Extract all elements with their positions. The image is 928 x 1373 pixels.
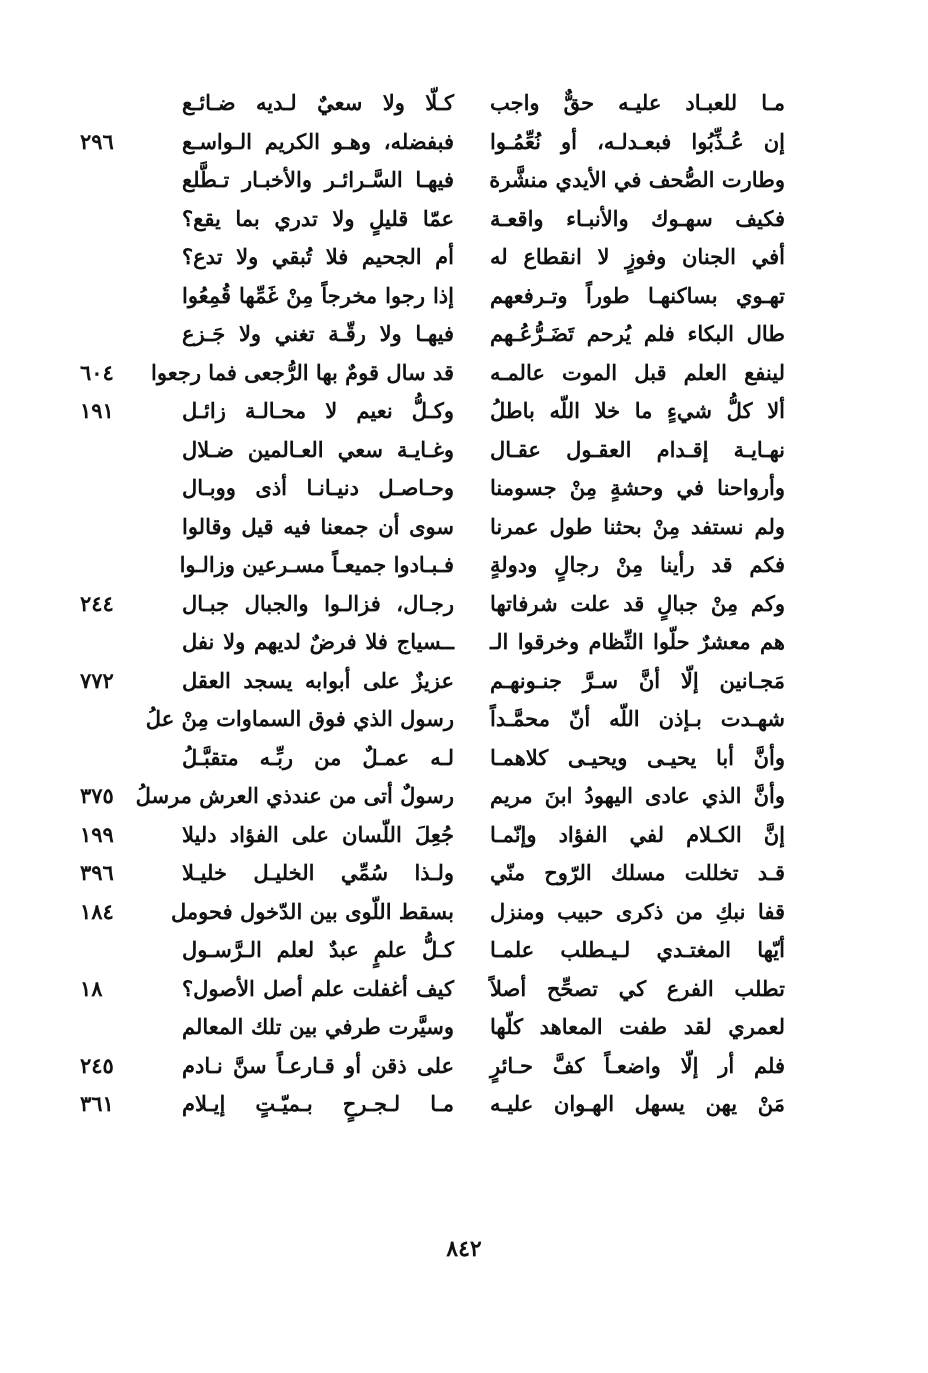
- verse-first-hemistich: إنَّ الكـلام لفي الفؤاد وإنّمـا: [490, 821, 785, 847]
- verse-page-reference: [80, 931, 140, 970]
- verse-second-hemistich: كـلُّ علمٍ عبدٌ لعلم الـرَّسـول: [182, 937, 454, 962]
- verse-second-hemistich: وحـاصـل دنيـانـا أذى ووبـال: [182, 475, 454, 500]
- verse-first-hemistich: مَجـانين إلّا أنَّ سـرَّ جنـونهـم: [490, 667, 785, 693]
- verse-first-hemistich: أيّها المغتـدي لـيـطلب علمـا: [490, 937, 785, 962]
- verse-second-hemistich: فبفضله، وهـو الكريم الـواسـع: [182, 128, 454, 154]
- verse-page-reference: [80, 84, 140, 123]
- verse-first-hemistich: وكم مِنْ جبالٍ قد علت شرفاتها: [490, 590, 785, 616]
- verse-page-reference: [80, 161, 140, 200]
- verse-second-hemistich: رجـال، فزالـوا والجبال جبـال: [182, 590, 454, 616]
- verse-row: [0, 315, 928, 354]
- verse-second-hemistich: عزيزٌ على أبوابه يسجد العقل: [182, 667, 454, 693]
- verse-page-reference: ٣٧٥: [80, 783, 114, 808]
- verse-page-reference: [80, 700, 140, 739]
- verse-page-reference: ٧٧٢: [80, 667, 114, 693]
- verse-row: [0, 123, 928, 162]
- verse-row: [0, 970, 928, 1009]
- verse-page-reference: ١٨٤: [80, 898, 114, 924]
- verse-second-hemistich: فيهـا ولا رقّـة تغني ولا جَـزع: [182, 321, 454, 346]
- verse-first-hemistich: تطلب الفرع كي تصحِّح أصلاً: [490, 975, 785, 1001]
- verse-first-hemistich: إن عُـذِّبُوا فبعـدلـه، أو نُعِّمُـوا: [490, 128, 785, 154]
- verse-first-hemistich: وأنَّ أبا يحيـى ويحيـى كلاهمـا: [490, 744, 785, 770]
- verse-row: [0, 854, 928, 893]
- verse-page-reference: [80, 546, 140, 585]
- verse-row: [0, 623, 928, 662]
- verse-row: [0, 431, 928, 470]
- verse-first-hemistich: مـا للعبـاد عليـه حقٌّ واجب: [490, 90, 785, 115]
- verse-first-hemistich: فكم قد رأينا مِنْ رجالٍ ودولةٍ: [490, 552, 785, 577]
- verse-second-hemistich: بسقط اللّوى بين الدّخول فحومل: [171, 898, 454, 924]
- verse-row: [0, 508, 928, 547]
- page-number: ٨٤٢: [446, 1236, 482, 1262]
- verse-row: [0, 700, 928, 739]
- verse-first-hemistich: قفا نبكِ من ذكرى حبيب ومنزل: [490, 898, 785, 924]
- verse-row: [0, 739, 928, 778]
- verse-second-hemistich: عمّا قليلٍ ولا تدري بما يقع؟: [182, 205, 454, 231]
- verse-row: [0, 777, 928, 816]
- verse-first-hemistich: هم معشرٌ حلّوا النِّظام وخرقوا الـ: [490, 629, 785, 654]
- verse-first-hemistich: شهـدت بـإذن اللّه أنّ محمَّـداً: [490, 706, 785, 731]
- verse-second-hemistich: سوى أن جمعنا فيه قيل وقالوا: [182, 513, 454, 539]
- verse-second-hemistich: لـه عمـلٌ من ربِّـه متقبَّـلُ: [182, 744, 454, 770]
- verse-row: [0, 816, 928, 855]
- verse-first-hemistich: فكيف سهـوك والأنبـاء واقعـة: [490, 205, 785, 231]
- verse-first-hemistich: فلم أر إلّا واضعـاً كفَّ حـائرٍ: [490, 1052, 785, 1078]
- verse-row: [0, 1047, 928, 1086]
- verse-second-hemistich: مـا لـجـرحٍ بـميّـتٍ إيـلام: [182, 1091, 454, 1116]
- verse-first-hemistich: أفي الجنان وفوزٍ لا انقطاع له: [490, 244, 785, 269]
- verse-second-hemistich: على ذقن أو قـارعـاً سنَّ نـادم: [182, 1052, 454, 1078]
- verse-second-hemistich: كـلّا ولا سعيٌ لـديه ضـائـع: [182, 90, 454, 115]
- verse-page-reference: [80, 739, 140, 778]
- verse-page-reference: ٢٤٤: [80, 590, 114, 616]
- verse-row: [0, 238, 928, 277]
- verse-first-hemistich: قـد تخللت مسلك الرّوح منّي: [490, 860, 785, 885]
- verse-page-reference: [80, 1008, 140, 1047]
- verse-page-reference: ٣٩٦: [80, 860, 114, 885]
- verse-second-hemistich: فـبـادوا جميعـاً مسـرعين وزالـوا: [179, 552, 454, 577]
- verse-row: [0, 354, 928, 393]
- verse-page-reference: ٣٦١: [80, 1091, 114, 1116]
- verse-page-reference: [80, 469, 140, 508]
- verse-row: [0, 1008, 928, 1047]
- verse-first-hemistich: مَنْ يهن يسهل الهـوان عليـه: [490, 1091, 785, 1116]
- verse-first-hemistich: طال البكاء فلم يُرحم تَضَـرُّعُـهم: [490, 321, 785, 346]
- verse-second-hemistich: جُعِلَ اللّسان على الفؤاد دليلا: [182, 821, 454, 847]
- verse-page-reference: [80, 277, 140, 316]
- verse-second-hemistich: إذا رجوا مخرجاً مِنْ غَمِّها قُمِعُوا: [182, 282, 454, 308]
- verse-second-hemistich: قد سال قومٌ بها الرُّجعى فما رجعوا: [151, 359, 454, 385]
- verse-row: [0, 662, 928, 701]
- verse-row: [0, 200, 928, 239]
- verse-first-hemistich: لعمري لقد طفت المعاهد كلّها: [490, 1014, 785, 1039]
- verse-first-hemistich: وأنَّ الذي عادى اليهودُ ابنَ مريم: [490, 783, 785, 808]
- verse-row: [0, 585, 928, 624]
- verse-row: [0, 277, 928, 316]
- verse-page-reference: [80, 315, 140, 354]
- verse-second-hemistich: وسيَّرت طرفي بين تلك المعالم: [182, 1014, 454, 1039]
- verse-list: [0, 84, 928, 1124]
- verse-page-reference: ١٨: [80, 975, 103, 1001]
- verse-second-hemistich: وكـلُّ نعيم لا محـالـة زائـل: [182, 398, 454, 423]
- verse-page-reference: ٦٠٤: [80, 359, 114, 385]
- verse-row: [0, 161, 928, 200]
- verse-second-hemistich: ولـذا سُمِّي الخليـل خليـلا: [182, 860, 454, 885]
- verse-second-hemistich: أم الجحيم فلا تُبقي ولا تدع؟: [182, 244, 454, 269]
- verse-page-reference: ٢٤٥: [80, 1052, 114, 1078]
- verse-first-hemistich: ألا كلُّ شيءٍ ما خلا اللّه باطلُ: [490, 398, 785, 423]
- verse-page-reference: [80, 508, 140, 547]
- verse-second-hemistich: رسول الذي فوق السماوات مِنْ علُ: [145, 706, 454, 731]
- verse-first-hemistich: وأرواحنا في وحشةٍ مِنْ جسومنا: [490, 475, 785, 500]
- verse-second-hemistich: وغـايـة سعي العـالمين ضـلال: [182, 436, 454, 462]
- verse-first-hemistich: نهـايـة إقـدام العقـول عقـال: [490, 436, 785, 462]
- verse-second-hemistich: ــسياج فلا فرضٌ لديهم ولا نفل: [182, 629, 454, 654]
- verse-second-hemistich: فيهـا السَّـرائـر والأخبـار تـطَّلع: [182, 167, 454, 192]
- verse-first-hemistich: تهـوي بساكنهـا طوراً وتـرفعهم: [490, 282, 785, 308]
- verse-row: [0, 84, 928, 123]
- verse-page-reference: ١٩١: [80, 398, 114, 423]
- verse-row: [0, 546, 928, 585]
- verse-page-reference: ١٩٩: [80, 821, 114, 847]
- verse-page-reference: [80, 238, 140, 277]
- verse-second-hemistich: رسولٌ أتى من عندذي العرش مرسلُ: [135, 783, 454, 808]
- verse-page-reference: [80, 623, 140, 662]
- verse-row: [0, 893, 928, 932]
- verse-first-hemistich: وطارت الصُّحف في الأيدي منشَّرة: [489, 167, 785, 192]
- verse-row: [0, 469, 928, 508]
- verse-page-reference: [80, 431, 140, 470]
- verse-first-hemistich: لينفع العلم قبل الموت عالمـه: [490, 359, 785, 385]
- verse-row: [0, 931, 928, 970]
- verse-row: [0, 392, 928, 431]
- verse-page-reference: ٢٩٦: [80, 128, 114, 154]
- verse-page-reference: [80, 200, 140, 239]
- verse-row: [0, 1085, 928, 1124]
- verse-second-hemistich: كيف أغفلت علم أصل الأصول؟: [182, 975, 454, 1001]
- verse-first-hemistich: ولم نستفد مِنْ بحثنا طول عمرنا: [490, 513, 785, 539]
